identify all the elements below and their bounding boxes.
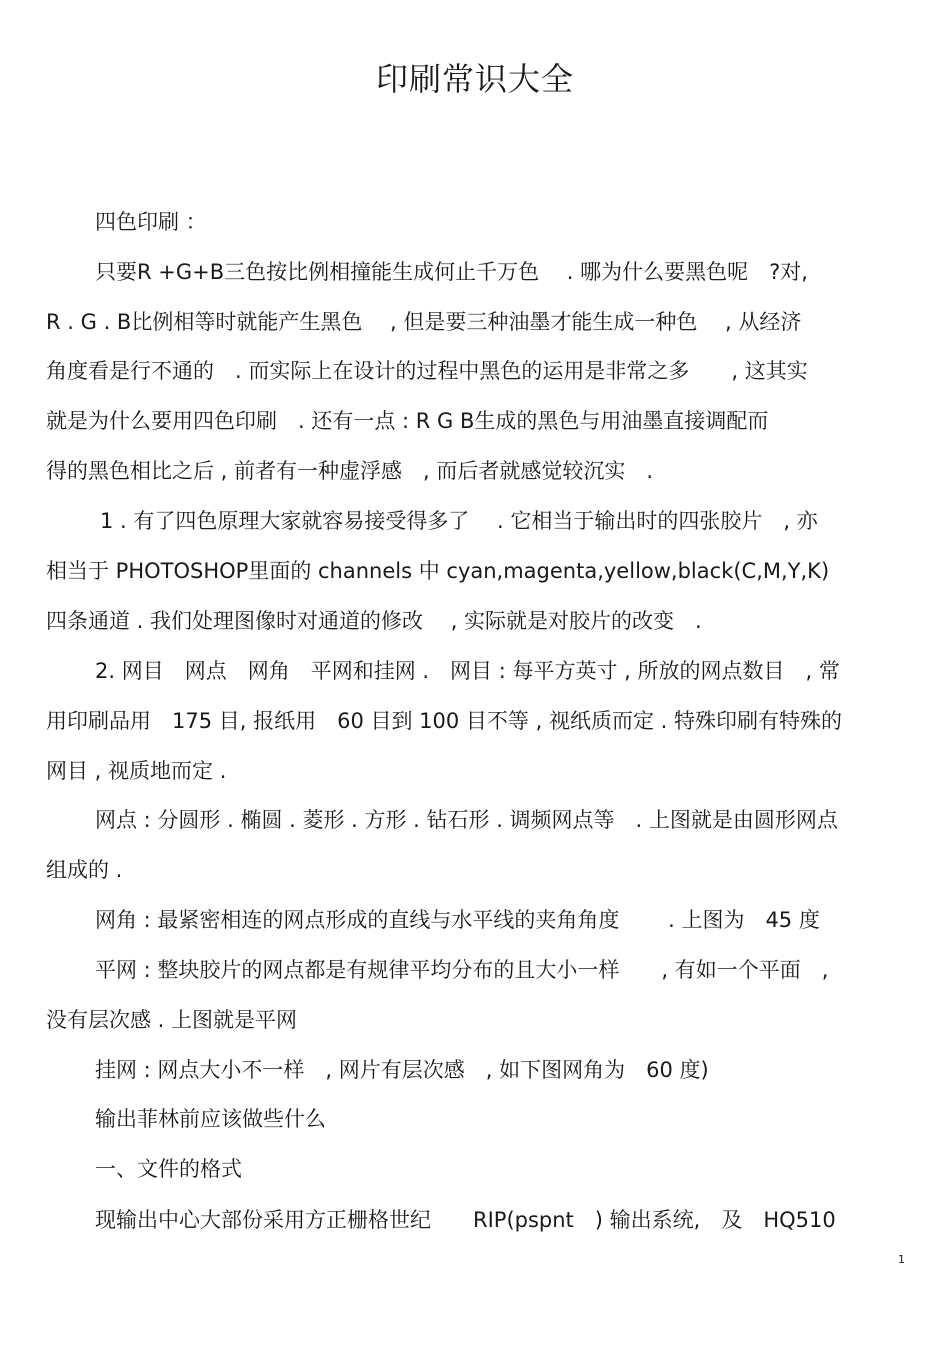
paragraph-line: 组成的 . [46,858,123,882]
paragraph-line: 就是为什么要用四色印刷 . 还有一点 : R G B生成的黑色与用油墨直接调配而 [46,409,769,433]
paragraph-line: R . G . B比例相等时就能产生黑色 , 但是要三种油墨才能生成一种色 , 从经济 [46,310,802,334]
paragraph-line: 网角 : 最紧密相连的网点形成的直线与水平线的夹角角度 . 上图为 45 度 [95,908,820,932]
section-heading-four-color: 四色印刷 ： [95,210,207,234]
section-heading-file-format: 一、文件的格式 [95,1157,242,1181]
paragraph-line: 四条通道 . 我们处理图像时对通道的修改 , 实际就是对胶片的改变 . [46,609,702,633]
paragraph-line: 网点 : 分圆形 . 椭圆 . 菱形 . 方形 . 钻石形 . 调频网点等 . 上图就是由圆形网点 [95,808,838,832]
paragraph-line: 只要R +G+B三色按比例相撞能生成何止千万色 . 哪为什么要黑色呢 ?对, [95,260,808,284]
paragraph-line: 平网 : 整块胶片的网点都是有规律平均分布的且大小一样 , 有如一个平面 , [95,958,829,982]
paragraph-line: 相当于 PHOTOSHOP里面的 channels 中 cyan,magenta,yellow,black(C,M,Y,K) [46,559,830,583]
paragraph-line: 用印刷品用 175 目, 报纸用 60 目到 100 目不等 , 视纸质而定 . 特殊印刷有特殊的 [46,709,842,733]
paragraph-line: 1 . 有了四色原理大家就容易接受得多了 . 它相当于输出时的四张胶片 , 亦 [100,509,818,533]
paragraph-line: 没有层次感 . 上图就是平网 [46,1008,298,1032]
page-number: 1 [898,1253,905,1266]
paragraph-line: 2. 网目 网点 网角 平网和挂网 . 网目 : 每平方英寸 , 所放的网点数目 , 常 [95,659,840,683]
paragraph-line: 现输出中心大部份采用方正栅格世纪 RIP(pspnt ) 输出系统, 及 HQ510 [95,1208,836,1232]
section-heading-output: 输出菲林前应该做些什么 [95,1107,326,1131]
paragraph-line: 角度看是行不通的 . 而实际上在设计的过程中黑色的运用是非常之多 , 这其实 [46,359,808,383]
paragraph-line: 得的黑色相比之后 , 前者有一种虚浮感 , 而后者就感觉较沉实 . [46,459,654,483]
document-title: 印刷常识大全 [375,60,574,98]
paragraph-line: 网目 , 视质地而定 . [46,759,227,783]
paragraph-line: 挂网 : 网点大小不一样 , 网片有层次感 , 如下图网角为 60 度) [95,1058,709,1082]
